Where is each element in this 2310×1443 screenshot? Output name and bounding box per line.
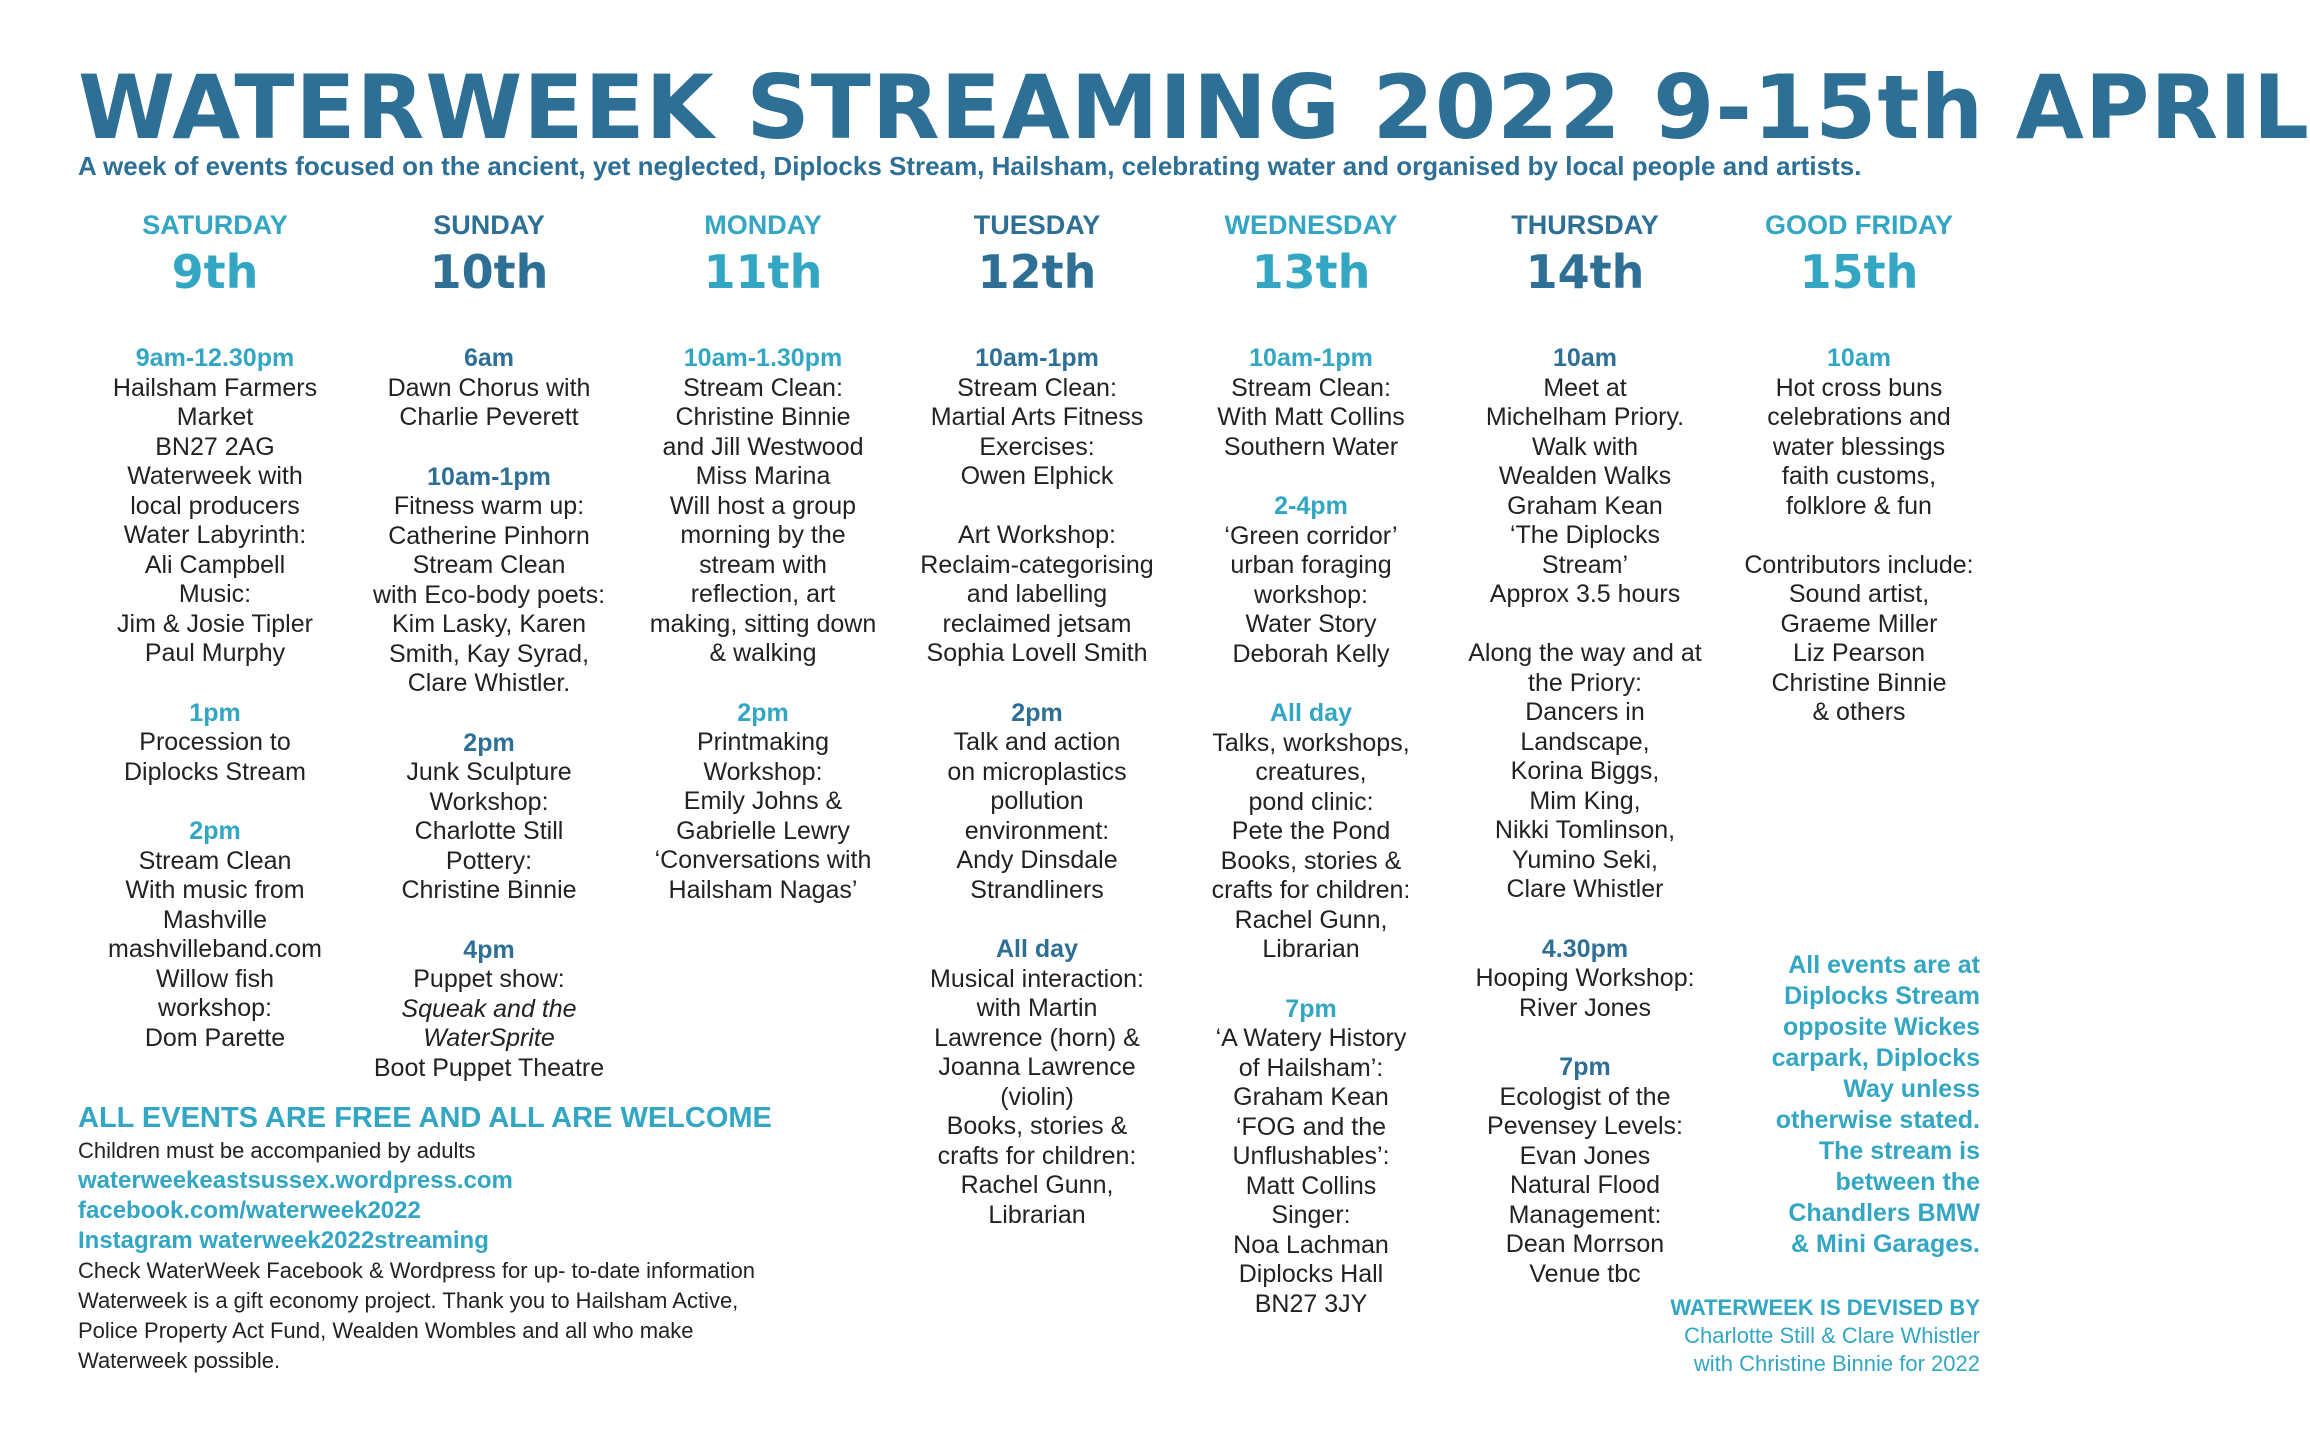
event-time: 7pm	[1559, 1053, 1611, 1081]
event-item	[1722, 344, 1996, 728]
event-line: Hooping Workshop:	[1475, 964, 1695, 992]
event-line: Printmaking	[697, 728, 829, 756]
event-time: 2pm	[1011, 698, 1063, 727]
event-time: 1pm	[189, 698, 241, 727]
event-line: Graham Kean	[1507, 491, 1663, 520]
event-line: ‘A Watery History	[1215, 1024, 1407, 1052]
event-line: Librarian	[1262, 935, 1360, 963]
event-item	[900, 344, 1174, 669]
footer-line: Waterweek possible.	[78, 1348, 281, 1373]
event-line: Procession to	[139, 728, 291, 756]
event-line: Smith, Kay Syrad,	[388, 639, 590, 668]
event-line: Dawn Chorus with	[387, 373, 591, 402]
event-item	[78, 817, 352, 1053]
event-line: Lawrence (horn) &	[934, 1023, 1140, 1052]
event-line: Market	[176, 403, 254, 431]
event-line: Talks, workshops,	[1212, 728, 1410, 757]
day-name: GOOD FRIDAY	[1764, 210, 1954, 240]
event-line: Books, stories &	[946, 1112, 1128, 1140]
event-line: Pete the Pond	[1231, 817, 1391, 845]
event-line: Christine Binnie	[401, 876, 577, 904]
event-line: Willow fish	[155, 964, 275, 993]
page-subtitle: A week of events focused on the ancient, yet neglected, Diplocks Stream, Hailsham, celebrating water and organised by local people and artists.	[78, 151, 1862, 181]
day-name: MONDAY	[704, 210, 822, 240]
event-item	[626, 344, 900, 669]
event-line: Diplocks Stream	[124, 757, 306, 786]
event-line: workshop:	[158, 994, 272, 1022]
day-name: SATURDAY	[142, 210, 288, 240]
event-item	[1448, 935, 1722, 1024]
event-line: Boot Puppet Theatre	[373, 1053, 605, 1082]
event-line: With music from	[125, 876, 305, 904]
event-item	[352, 936, 626, 1084]
event-line: Gabrielle Lewry	[676, 816, 850, 845]
event-line: local producers	[130, 491, 300, 520]
footer-line: Waterweek is a gift economy project. Thank you to Hailsham Active,	[78, 1288, 739, 1313]
event-line: folklore & fun	[1786, 491, 1932, 520]
event-line: Books, stories &	[1220, 846, 1402, 875]
event-time: 10am	[1553, 344, 1617, 372]
event-line: Yumino Seki,	[1512, 845, 1658, 874]
event-line: Exercises:	[979, 432, 1095, 461]
event-time: 6am	[463, 344, 515, 372]
event-line: Puppet show:	[413, 965, 565, 993]
event-time: 4pm	[463, 935, 515, 964]
free-events-heading: ALL EVENTS ARE FREE AND ALL ARE WELCOME	[78, 1102, 772, 1134]
event-line: With Matt Collins	[1217, 403, 1405, 431]
event-line: with Martin	[976, 994, 1098, 1022]
day-date: 10th	[429, 245, 549, 299]
event-line: Wealden Walks	[1498, 462, 1672, 490]
event-line: Graham Kean	[1233, 1083, 1389, 1111]
event-line: Deborah Kelly	[1232, 639, 1390, 668]
event-line: Korina Biggs,	[1510, 757, 1660, 785]
event-line: water blessings	[1772, 432, 1946, 461]
event-line: Martial Arts Fitness	[930, 403, 1144, 431]
event-time: All day	[996, 935, 1078, 963]
event-time: 2-4pm	[1274, 492, 1348, 520]
event-line: workshop:	[1254, 580, 1368, 609]
event-line: & others	[1812, 698, 1906, 726]
event-line: Stream Clean:	[683, 373, 843, 402]
devised-line: with Christine Binnie for 2022	[1693, 1351, 1980, 1376]
event-line: Junk Sculpture	[406, 758, 572, 786]
event-line: crafts for children:	[937, 1141, 1137, 1170]
event-line: Charlotte Still	[414, 817, 564, 845]
event-line: Stream’	[1541, 550, 1629, 579]
event-line: Pevensey Levels:	[1487, 1112, 1683, 1140]
footer-line: Police Property Act Fund, Wealden Wombles and all who make	[78, 1318, 694, 1343]
event-line: Evan Jones	[1519, 1141, 1651, 1170]
event-line: Librarian	[988, 1200, 1086, 1229]
event-line: Emily Johns &	[683, 787, 843, 815]
event-line: on microplastics	[947, 757, 1127, 786]
event-item	[78, 699, 352, 788]
event-line: Along the way and at	[1468, 639, 1702, 667]
event-line: Matt Collins	[1245, 1171, 1377, 1200]
event-line: Workshop:	[429, 787, 549, 816]
day-date: 12th	[977, 245, 1097, 299]
event-time: All day	[1270, 699, 1352, 727]
footer-line: Check WaterWeek Facebook & Wordpress for up- to-date information	[78, 1258, 755, 1283]
event-line: Diplocks Hall	[1238, 1260, 1384, 1288]
event-line: River Jones	[1519, 993, 1651, 1022]
event-line: faith customs,	[1781, 462, 1937, 490]
event-line: and labelling	[966, 580, 1108, 608]
event-line: Approx 3.5 hours	[1489, 580, 1681, 608]
event-line: Pottery:	[445, 846, 533, 875]
event-line: Charlie Peverett	[399, 403, 579, 431]
event-line: Fitness warm up:	[393, 492, 585, 520]
event-time: 10am-1.30pm	[683, 344, 843, 372]
event-item	[1174, 344, 1448, 462]
event-line: Paul Murphy	[144, 639, 286, 667]
day-name: WEDNESDAY	[1224, 210, 1398, 240]
event-line: Christine Binnie	[1771, 668, 1947, 697]
venue-line: Diplocks Stream	[1784, 982, 1980, 1010]
event-line: stream with	[699, 550, 827, 579]
event-line: Contributors include:	[1744, 550, 1974, 579]
event-list	[1722, 344, 1996, 728]
event-time: 10am-1pm	[1249, 344, 1373, 372]
event-line: Stream Clean:	[957, 373, 1117, 402]
event-line: Reclaim-categorising	[920, 550, 1154, 579]
event-time: 2pm	[737, 698, 789, 727]
venue-note	[1700, 950, 1980, 1260]
event-line: ‘Conversations with	[654, 846, 872, 874]
event-list	[900, 344, 1174, 1230]
event-line: Ecologist of the	[1499, 1082, 1671, 1111]
event-time: 10am-1pm	[975, 344, 1099, 372]
event-item	[352, 344, 626, 433]
event-line: pollution	[990, 787, 1084, 815]
event-line: Owen Elphick	[960, 462, 1114, 490]
event-item	[1448, 1053, 1722, 1289]
event-time: 4.30pm	[1541, 934, 1629, 963]
day-column	[1448, 208, 1722, 1349]
event-time: 10am	[1827, 344, 1891, 372]
event-line: Joanna Lawrence	[938, 1053, 1136, 1081]
event-time: 10am-1pm	[427, 462, 551, 491]
event-list	[626, 344, 900, 905]
event-line: environment:	[964, 816, 1110, 845]
event-line: Music:	[178, 580, 252, 608]
venue-line: carpark, Diplocks	[1771, 1044, 1980, 1072]
venue-line: Chandlers BMW	[1788, 1199, 1980, 1227]
event-line	[1722, 521, 1996, 551]
event-line: Venue tbc	[1529, 1259, 1641, 1288]
children-note: Children must be accompanied by adults	[78, 1138, 476, 1163]
instagram-link[interactable]: Instagram waterweek2022streaming	[78, 1227, 489, 1254]
event-line: and Jill Westwood	[662, 432, 864, 461]
event-line	[900, 492, 1174, 522]
event-list	[1448, 344, 1722, 1289]
event-line: Hailsham Nagas’	[668, 875, 858, 904]
event-line: Water Labyrinth:	[123, 521, 307, 549]
event-line: Hot cross buns	[1775, 373, 1943, 402]
event-line: Landscape,	[1520, 727, 1650, 756]
event-time: 2pm	[189, 817, 241, 845]
event-line: Walk with	[1531, 432, 1639, 461]
event-line: Catherine Pinhorn	[388, 521, 590, 550]
event-line: Talk and action	[953, 728, 1121, 756]
event-line: BN27 2AG	[155, 432, 275, 461]
event-line: reflection, art	[690, 580, 836, 608]
event-line: Will host a group	[669, 491, 857, 520]
day-name: SUNDAY	[433, 210, 545, 240]
facebook-link[interactable]: facebook.com/waterweek2022	[78, 1197, 421, 1224]
event-line: Water Story	[1245, 610, 1377, 638]
event-item	[352, 729, 626, 906]
event-line: Natural Flood	[1509, 1171, 1661, 1199]
event-line: Workshop:	[703, 757, 823, 786]
event-line: creatures,	[1255, 758, 1367, 786]
event-line: making, sitting down	[649, 609, 877, 638]
event-line: Sound artist,	[1788, 580, 1930, 608]
event-time: 7pm	[1285, 994, 1337, 1023]
event-line: of Hailsham’:	[1238, 1053, 1384, 1082]
event-line: Liz Pearson	[1792, 639, 1926, 667]
event-line: Mim King,	[1529, 786, 1641, 815]
day-date: 11th	[703, 245, 823, 299]
event-line: Jim & Josie Tipler	[117, 609, 313, 638]
event-line: mashvilleband.com	[108, 935, 322, 963]
event-line: WaterSprite	[423, 1024, 555, 1052]
page-title: WATERWEEK STREAMING 2022 9-15th APRIL	[78, 56, 2310, 159]
event-line: Stream Clean	[138, 846, 292, 875]
event-line: Hailsham Farmers	[112, 373, 318, 402]
event-line: Miss Marina	[695, 462, 831, 490]
venue-line: All events are at	[1788, 951, 1980, 979]
event-line: Stream Clean	[412, 551, 566, 579]
event-line: & walking	[709, 639, 817, 667]
event-item	[900, 935, 1174, 1230]
event-line: Rachel Gunn,	[960, 1171, 1114, 1199]
venue-line: The stream is	[1818, 1137, 1980, 1165]
event-line: Sophia Lovell Smith	[926, 639, 1148, 667]
devised-line: Charlotte Still & Clare Whistler	[1684, 1323, 1980, 1348]
event-line: ‘FOG and the	[1235, 1112, 1387, 1141]
event-item	[352, 463, 626, 699]
event-line: Dean Morrson	[1505, 1230, 1665, 1258]
website-link[interactable]: waterweekeastsussex.wordpress.com	[78, 1167, 513, 1194]
devised-heading: WATERWEEK IS DEVISED BY	[1670, 1295, 1980, 1320]
event-line: Clare Whistler	[1506, 875, 1664, 903]
event-line: Unflushables’:	[1232, 1142, 1390, 1170]
venue-line: between the	[1835, 1168, 1980, 1196]
day-date: 13th	[1251, 245, 1371, 299]
devised-by	[1560, 1294, 1980, 1378]
event-item	[626, 699, 900, 906]
event-line: Rachel Gunn,	[1234, 905, 1388, 934]
event-line	[1448, 610, 1722, 640]
event-line: crafts for children:	[1211, 876, 1411, 904]
event-line: with Eco-body poets:	[372, 580, 606, 609]
event-line: urban foraging	[1230, 551, 1392, 579]
event-line: ‘The Diplocks	[1509, 521, 1661, 549]
event-line: Strandliners	[970, 875, 1104, 904]
event-line: morning by the	[680, 521, 846, 549]
event-time: 2pm	[463, 728, 515, 757]
day-date: 15th	[1799, 245, 1919, 299]
day-column	[1174, 208, 1448, 1349]
event-line: Andy Dinsdale	[956, 846, 1118, 874]
event-line: Management:	[1508, 1200, 1662, 1229]
event-item	[1174, 492, 1448, 669]
event-line: reclaimed jetsam	[942, 609, 1132, 638]
day-name: THURSDAY	[1511, 210, 1659, 240]
venue-line: opposite Wickes	[1782, 1013, 1980, 1041]
event-item	[1448, 344, 1722, 905]
event-line: Art Workshop:	[958, 521, 1116, 549]
footer-info	[78, 1100, 878, 1376]
event-line: Christine Binnie	[675, 403, 851, 431]
event-line: the Priory:	[1528, 668, 1642, 697]
event-list	[78, 344, 352, 1053]
day-date: 14th	[1525, 245, 1645, 299]
event-line: Dancers in	[1525, 698, 1645, 726]
event-line: celebrations and	[1767, 403, 1951, 431]
event-line: Noa Lachman	[1233, 1230, 1389, 1259]
event-line: pond clinic:	[1248, 787, 1374, 816]
event-item	[78, 344, 352, 669]
venue-line: Way unless	[1843, 1075, 1980, 1103]
event-line: BN27 3JY	[1254, 1289, 1368, 1318]
event-line: Ali Campbell	[144, 550, 286, 579]
event-list	[352, 344, 626, 1083]
day-name: TUESDAY	[973, 210, 1101, 240]
event-line: Waterweek with	[127, 462, 303, 490]
event-line: Graeme Miller	[1780, 609, 1938, 638]
event-line: Nikki Tomlinson,	[1494, 816, 1676, 844]
event-line: (violin)	[1000, 1082, 1074, 1111]
event-list	[1174, 344, 1448, 1319]
event-line: Musical interaction:	[930, 964, 1144, 993]
event-line: Mashville	[162, 905, 268, 934]
event-time: 9am-12.30pm	[135, 344, 295, 372]
event-line: Singer:	[1271, 1201, 1351, 1229]
day-column	[900, 208, 1174, 1349]
event-item	[900, 699, 1174, 906]
day-date: 9th	[171, 245, 259, 299]
event-line: Squeak and the	[401, 994, 577, 1023]
event-line: Michelham Priory.	[1485, 403, 1685, 431]
event-line: Southern Water	[1223, 432, 1399, 461]
event-item	[1174, 699, 1448, 965]
event-line: Meet at	[1543, 373, 1627, 402]
venue-line: otherwise stated.	[1775, 1106, 1980, 1134]
event-line: Stream Clean:	[1231, 373, 1391, 402]
event-line: ‘Green corridor’	[1224, 521, 1398, 550]
venue-line: & Mini Garages.	[1791, 1230, 1980, 1258]
event-line: Dom Parette	[144, 1023, 286, 1052]
event-line: Kim Lasky, Karen	[391, 610, 587, 638]
event-item	[1174, 995, 1448, 1320]
event-line: Clare Whistler.	[407, 669, 571, 697]
